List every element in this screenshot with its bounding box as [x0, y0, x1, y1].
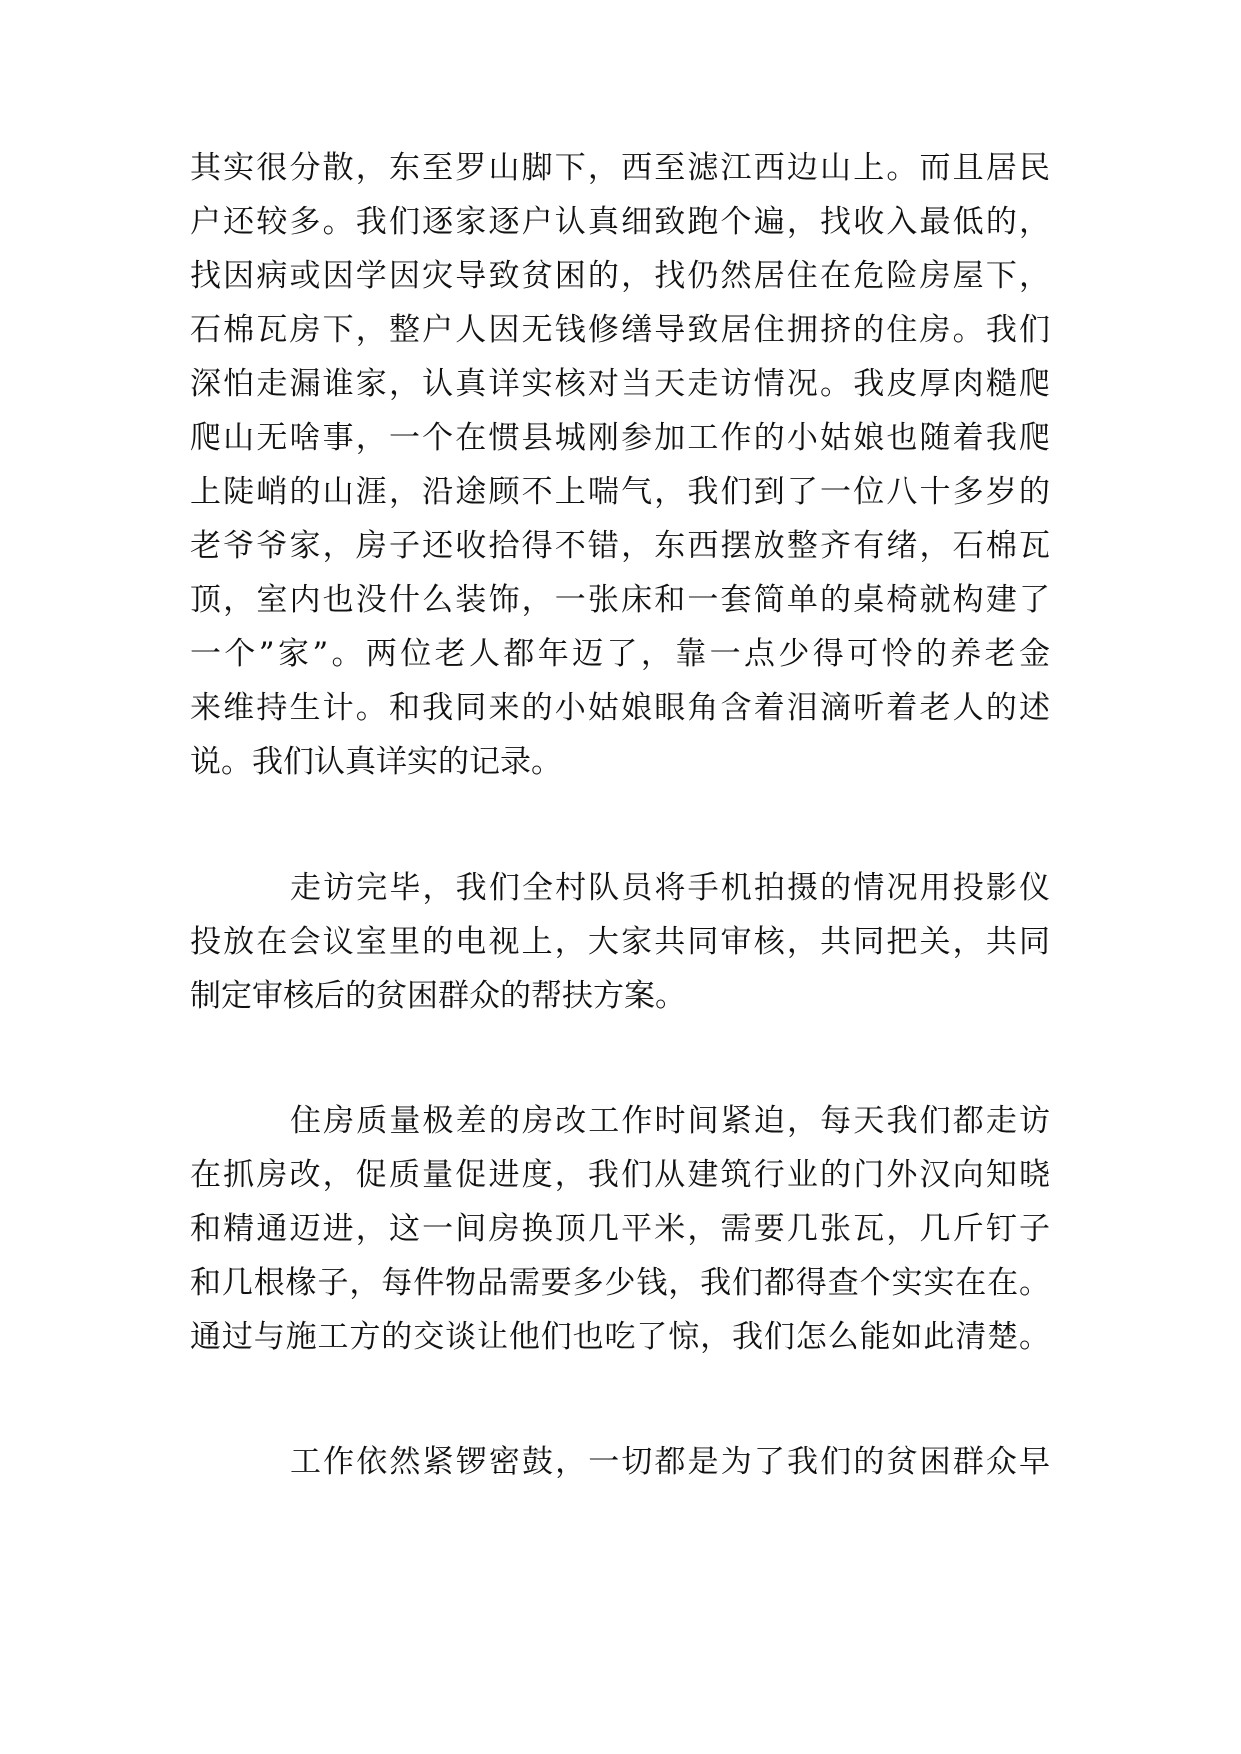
paragraph-1-line-4: 石棉瓦房下，整户人因无钱修缮导致居住拥挤的住房。我们: [190, 312, 1050, 348]
paragraph-1-line-11: 来维持生计。和我同来的小姑娘眼角含着泪滴听着老人的述: [190, 690, 1050, 726]
paragraph-3-line-1: 住房质量极差的房改工作时间紧迫，每天我们都走访: [290, 1103, 1050, 1139]
paragraph-2-line-1: 走访完毕，我们全村队员将手机拍摄的情况用投影仪: [290, 870, 1050, 906]
paragraph-1-line-5: 深怕走漏谁家，认真详实核对当天走访情况。我皮厚肉糙爬: [190, 366, 1050, 402]
paragraph-3-line-5: 通过与施工方的交谈让他们也吃了惊，我们怎么能如此清楚。: [190, 1319, 1050, 1355]
paragraph-1-line-10: 一个”家”。两位老人都年迈了，靠一点少得可怜的养老金: [190, 636, 1050, 672]
paragraph-4-line-1: 工作依然紧锣密鼓，一切都是为了我们的贫困群众早: [290, 1444, 1050, 1480]
paragraph-1-line-8: 老爷爷家，房子还收拾得不错，东西摆放整齐有绪，石棉瓦: [190, 528, 1050, 564]
paragraph-1-line-2: 户还较多。我们逐家逐户认真细致跑个遍，找收入最低的，: [190, 204, 1050, 240]
paragraph-1-line-6: 爬山无啥事，一个在惯县城刚参加工作的小姑娘也随着我爬: [190, 420, 1050, 456]
paragraph-3-line-4: 和几根椽子，每件物品需要多少钱，我们都得查个实实在在。: [190, 1265, 1050, 1301]
paragraph-1-line-7: 上陡峭的山涯，沿途顾不上喘气，我们到了一位八十多岁的: [190, 474, 1050, 510]
paragraph-3-line-2: 在抓房改，促质量促进度，我们从建筑行业的门外汉向知晓: [190, 1157, 1050, 1193]
paragraph-2-line-3: 制定审核后的贫困群众的帮扶方案。: [190, 978, 686, 1014]
paragraph-1-line-1: 其实很分散，东至罗山脚下，西至滤江西边山上。而且居民: [190, 150, 1050, 186]
paragraph-1-line-9: 顶，室内也没什么装饰，一张床和一套简单的桌椅就构建了: [190, 582, 1050, 618]
paragraph-3-line-3: 和精通迈进，这一间房换顶几平米，需要几张瓦，几斤钉子: [190, 1211, 1050, 1247]
paragraph-1-line-12: 说。我们认真详实的记录。: [190, 744, 562, 780]
paragraph-1-line-3: 找因病或因学因灾导致贫困的，找仍然居住在危险房屋下，: [190, 258, 1050, 294]
paragraph-2-line-2: 投放在会议室里的电视上，大家共同审核，共同把关，共同: [190, 924, 1050, 960]
